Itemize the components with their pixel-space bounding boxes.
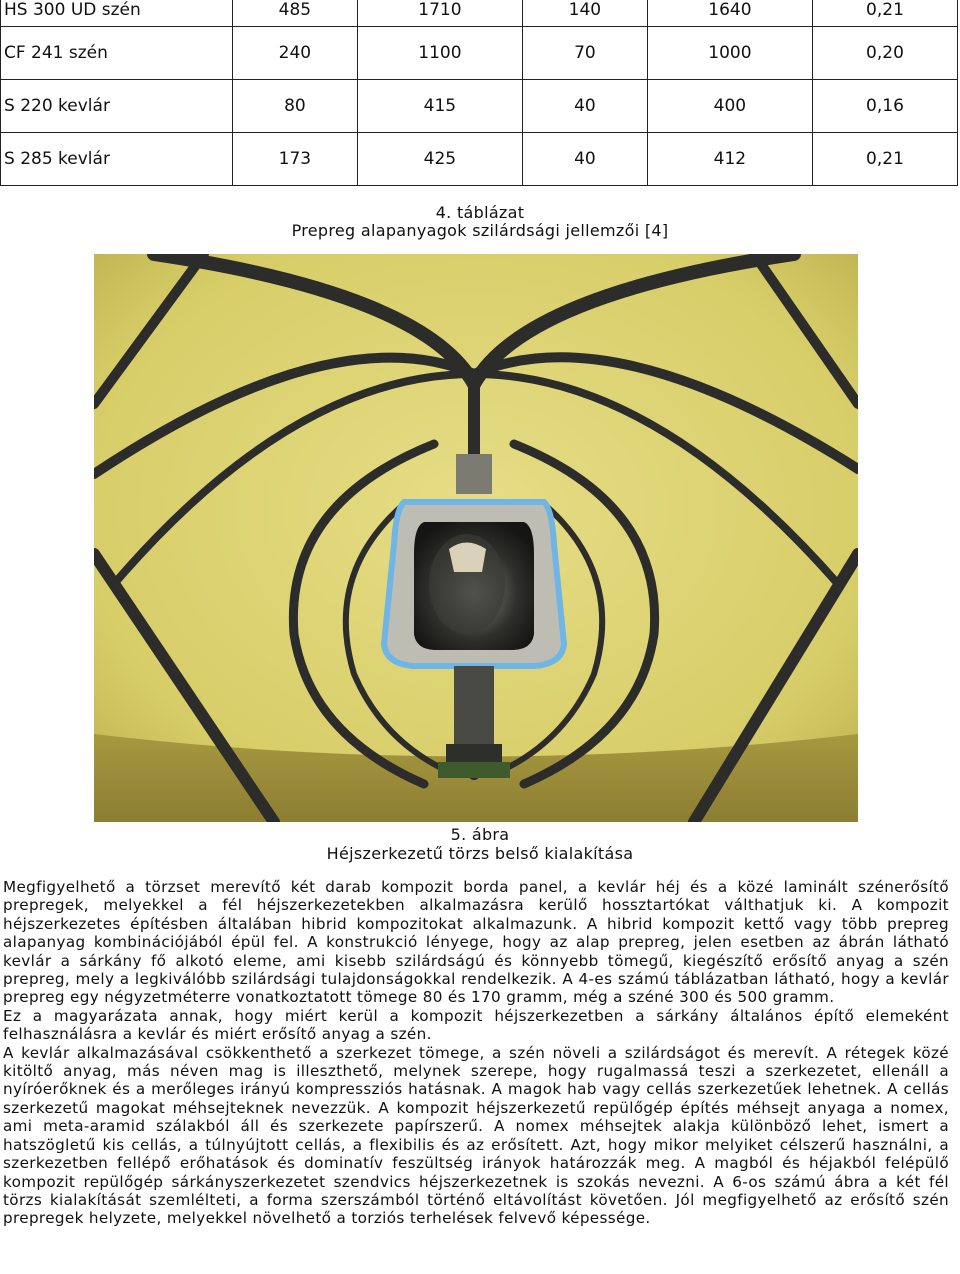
- material-name-cell: S 220 kevlár: [1, 80, 233, 133]
- table-cell: 0,20: [812, 27, 957, 80]
- figure-caption-title: Héjszerkezetű törzs belső kialakítása: [326, 844, 634, 863]
- table-cell: 40: [522, 80, 647, 133]
- table-row: [1, 0, 958, 27]
- paragraph: Megfigyelhető a törzset merevítő két darab kompozit borda panel, a kevlár héj és a közé laminált szénerősítő prepregek, melyekkel a fél héjszerkezetekben alkalmazásra kerülő hossztartókat válthatjuk ki. A kompozit héjszerkezetes építésben általában hibrid kompozitokat alkalmazunk. A hibrid kompozit kettő vagy több prepreg alapanyag kombinációjából épül fel. A konstrukció lényege, hogy az alap prepreg, jelen esetben az ábrán látható kevlár a sárkány fő alkotó eleme, ami kisebb szilárdságú és könnyebb tömegű, kiegészítő erősítő anyag a szén prepreg, mely a legkiválóbb szilárdsági tulajdonságokkal rendelkezik. A 4-es számú táblázatban látható, hogy a kevlár prepreg egy négyzetméterre vonatkoztatott tömege 80 és 170 gramm, még a széné 300 és 500 gramm.: [3, 878, 949, 1007]
- material-properties-table: [0, 0, 958, 186]
- table-cell: 80: [233, 80, 358, 133]
- table-cell: 0,21: [812, 133, 957, 186]
- fuselage-interior-photo: [94, 254, 858, 822]
- table-cell: 140: [522, 0, 647, 27]
- table-row: [1, 80, 958, 133]
- body-text: [3, 878, 949, 1228]
- table-cell: 70: [522, 27, 647, 80]
- table-row: [1, 133, 958, 186]
- material-name-cell: HS 300 UD szén: [1, 0, 233, 27]
- table-cell: 1000: [647, 27, 812, 80]
- paragraph: Ez a magyarázata annak, hogy miért kerül a kompozit héjszerkezetben a sárkány általános építő elemeként felhasználásra a kevlár és miért erősítő anyag a szén.: [3, 1006, 949, 1044]
- table-row: [1, 27, 958, 80]
- table-cell: 240: [233, 27, 358, 80]
- table-cell: 0,16: [812, 80, 957, 133]
- table-cell: 1100: [357, 27, 522, 80]
- table-cell: 1640: [647, 0, 812, 27]
- table-cell: 425: [357, 133, 522, 186]
- table-cell: 400: [647, 80, 812, 133]
- table-caption-title: Prepreg alapanyagok szilárdsági jellemzői [4]: [291, 221, 669, 240]
- table-cell: 1710: [357, 0, 522, 27]
- table-caption-number: 4. táblázat: [435, 203, 525, 222]
- material-name-cell: S 285 kevlár: [1, 133, 233, 186]
- table-cell: 40: [522, 133, 647, 186]
- material-name-cell: CF 241 szén: [1, 27, 233, 80]
- table-cell: 412: [647, 133, 812, 186]
- table-cell: 0,21: [812, 0, 957, 27]
- table-cell: 173: [233, 133, 358, 186]
- paragraph: A kevlár alkalmazásával csökkenthető a szerkezet tömege, a szén növeli a szilárdságot és merevít. A rétegek közé kitöltő anyag, más néven mag is illeszthető, melynek szerepe, hogy rugalmassá teszi a szerkezetet, ellenáll a nyíróerőknek és a merőleges irányú kompressziós hatásnak. A magok hab vagy cellás szerkezetűek lehetnek. A cellás szerkezetű magokat méhsejteknek nevezzük. A kompozit héjszerkezetű repülőgép építés méhsejt anyaga a nomex, ami meta-aramid szálakból áll és szerkezete papírszerű. A nomex méhsejtek alakja különböző lehet, ismert a hatszögletű kis cellás, a túlnyújtott cellás, a flexibilis és az erősített. Azt, hogy mikor melyiket célszerű használni, a szerkezetben fellépő erőhatások és dominatív feszültség irányok határozzák meg. A magból és héjakból felépülő kompozit repülőgép sárkányszerkezetet szendvics héjszerkezetnek is szokás nevezni. A 6-os számú ábra a két fél törzs kialakítását szemlélteti, a forma szerszámból történő eltávolítást követően. Jól megfigyelhető az erősítő szén prepregek helyzete, melyekkel növelhető a torziós terhelések felvevő képessége.: [3, 1043, 949, 1228]
- table-cell: 485: [233, 0, 358, 27]
- table-cell: 415: [357, 80, 522, 133]
- figure-caption-number: 5. ábra: [450, 825, 510, 844]
